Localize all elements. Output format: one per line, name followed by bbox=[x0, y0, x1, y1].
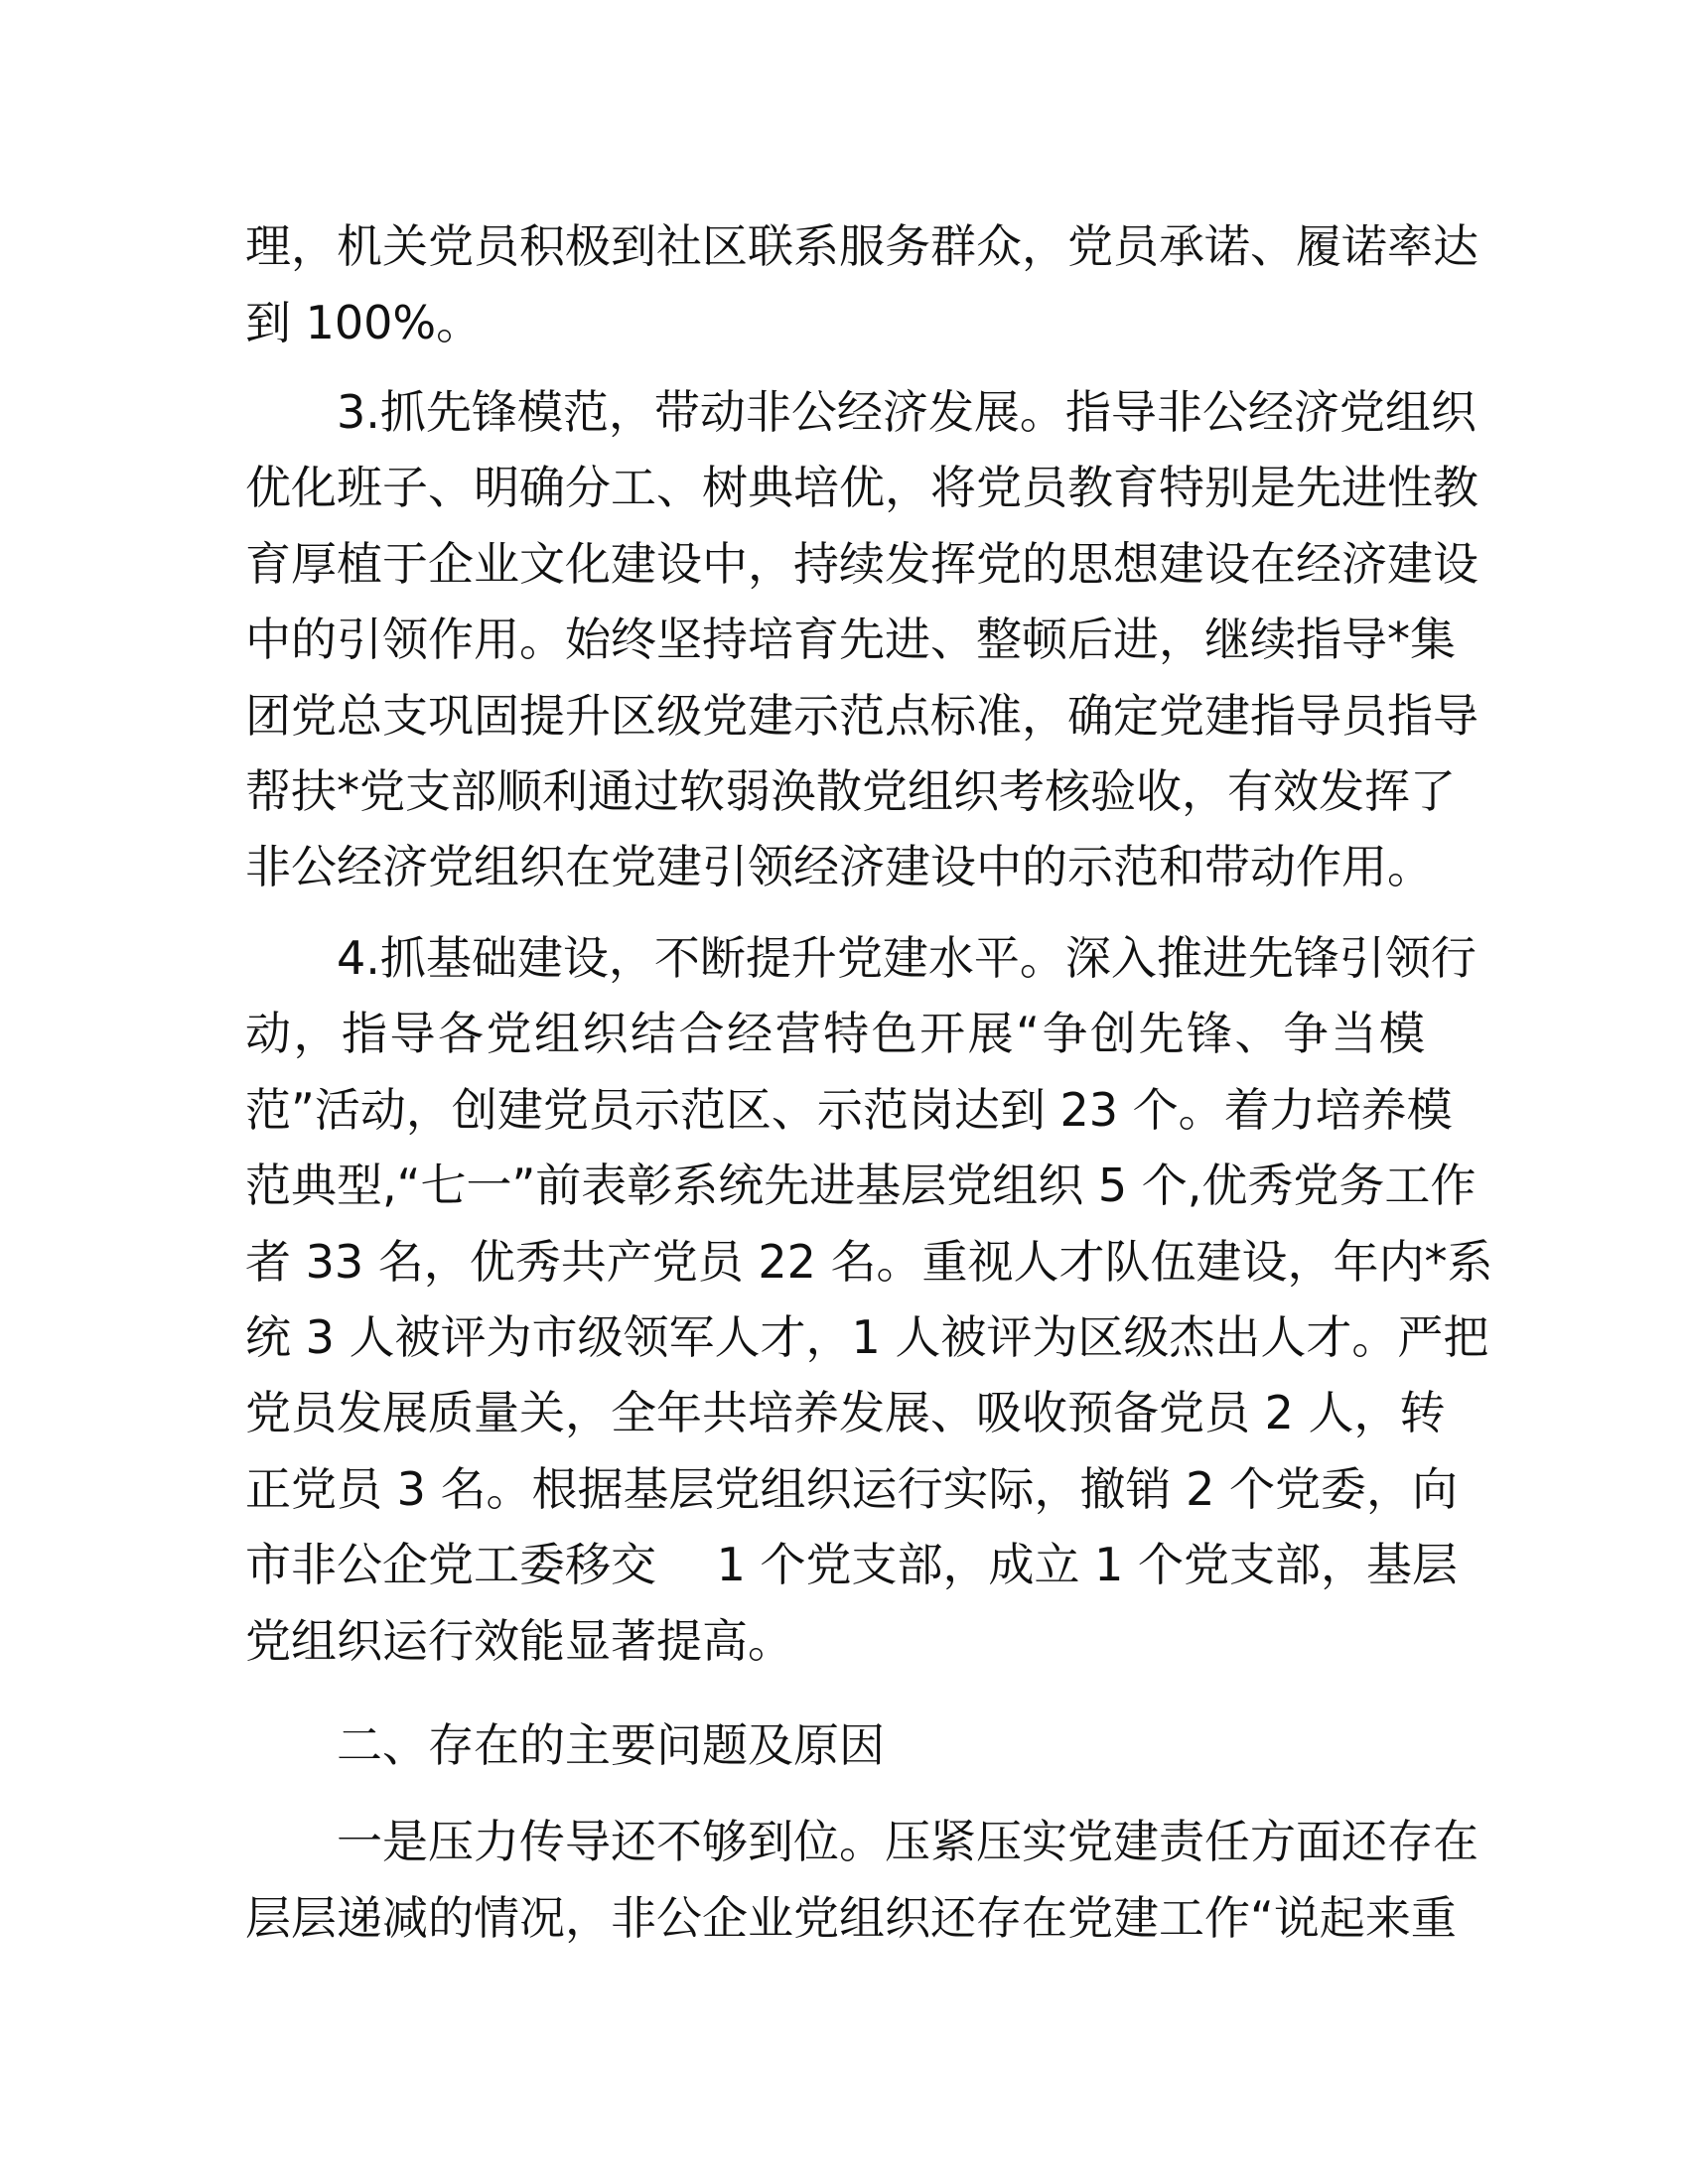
paragraph-line: 层层递减的情况，非公企业党组织还存在党建工作“说起来重 bbox=[245, 1891, 1457, 1945]
paragraph-line: 正党员 3 名。根据基层党组织运行实际，撤销 2 个党委，向 bbox=[245, 1462, 1459, 1516]
paragraph-line: 市非公企党工委移交 1 个党支部，成立 1 个党支部，基层 bbox=[245, 1538, 1459, 1591]
paragraph-line: 一是压力传导还不够到位。压紧压实党建责任方面还存在 bbox=[337, 1815, 1478, 1868]
paragraph-line: 3.抓先锋模范，带动非公经济发展。指导非公经济党组织 bbox=[337, 385, 1477, 439]
paragraph-line: 到 100%。 bbox=[245, 296, 483, 349]
paragraph-line: 中的引领作用。始终坚持培育先进、整顿后进，继续指导*集 bbox=[245, 613, 1456, 666]
paragraph-line: 范”活动，创建党员示范区、示范岗达到 23 个。着力培养模 bbox=[245, 1083, 1453, 1137]
paragraph-line: 党组织运行效能显著提高。 bbox=[245, 1614, 793, 1668]
paragraph-line: 帮扶*党支部顺利通过软弱涣散党组织考核验收，有效发挥了 bbox=[245, 764, 1456, 818]
paragraph-line: 动，指导各党组织结合经营特色开展“争创先锋、争当模 bbox=[245, 1007, 1425, 1060]
paragraph-line: 统 3 人被评为市级领军人才，1 人被评为区级杰出人才。严把 bbox=[245, 1310, 1489, 1364]
paragraph-line: 育厚植于企业文化建设中，持续发挥党的思想建设在经济建设 bbox=[245, 537, 1478, 591]
paragraph-line: 党员发展质量关，全年共培养发展、吸收预备党员 2 人，转 bbox=[245, 1386, 1446, 1439]
section-heading: 二、存在的主要问题及原因 bbox=[337, 1718, 885, 1772]
paragraph-line: 理，机关党员积极到社区联系服务群众，党员承诺、履诺率达 bbox=[245, 219, 1478, 273]
paragraph-line: 4.抓基础建设，不断提升党建水平。深入推进先锋引领行 bbox=[337, 931, 1477, 985]
paragraph-line: 范典型,“七一”前表彰系统先进基层党组织 5 个,优秀党务工作 bbox=[245, 1159, 1477, 1212]
paragraph-line: 者 33 名，优秀共产党员 22 名。重视人才队伍建设，年内*系 bbox=[245, 1235, 1493, 1289]
paragraph-line: 团党总支巩固提升区级党建示范点标准，确定党建指导员指导 bbox=[245, 689, 1478, 743]
paragraph-line: 优化班子、明确分工、树典培优，将党员教育特别是先进性教 bbox=[245, 461, 1478, 514]
paragraph-line: 非公经济党组织在党建引领经济建设中的示范和带动作用。 bbox=[245, 840, 1433, 893]
